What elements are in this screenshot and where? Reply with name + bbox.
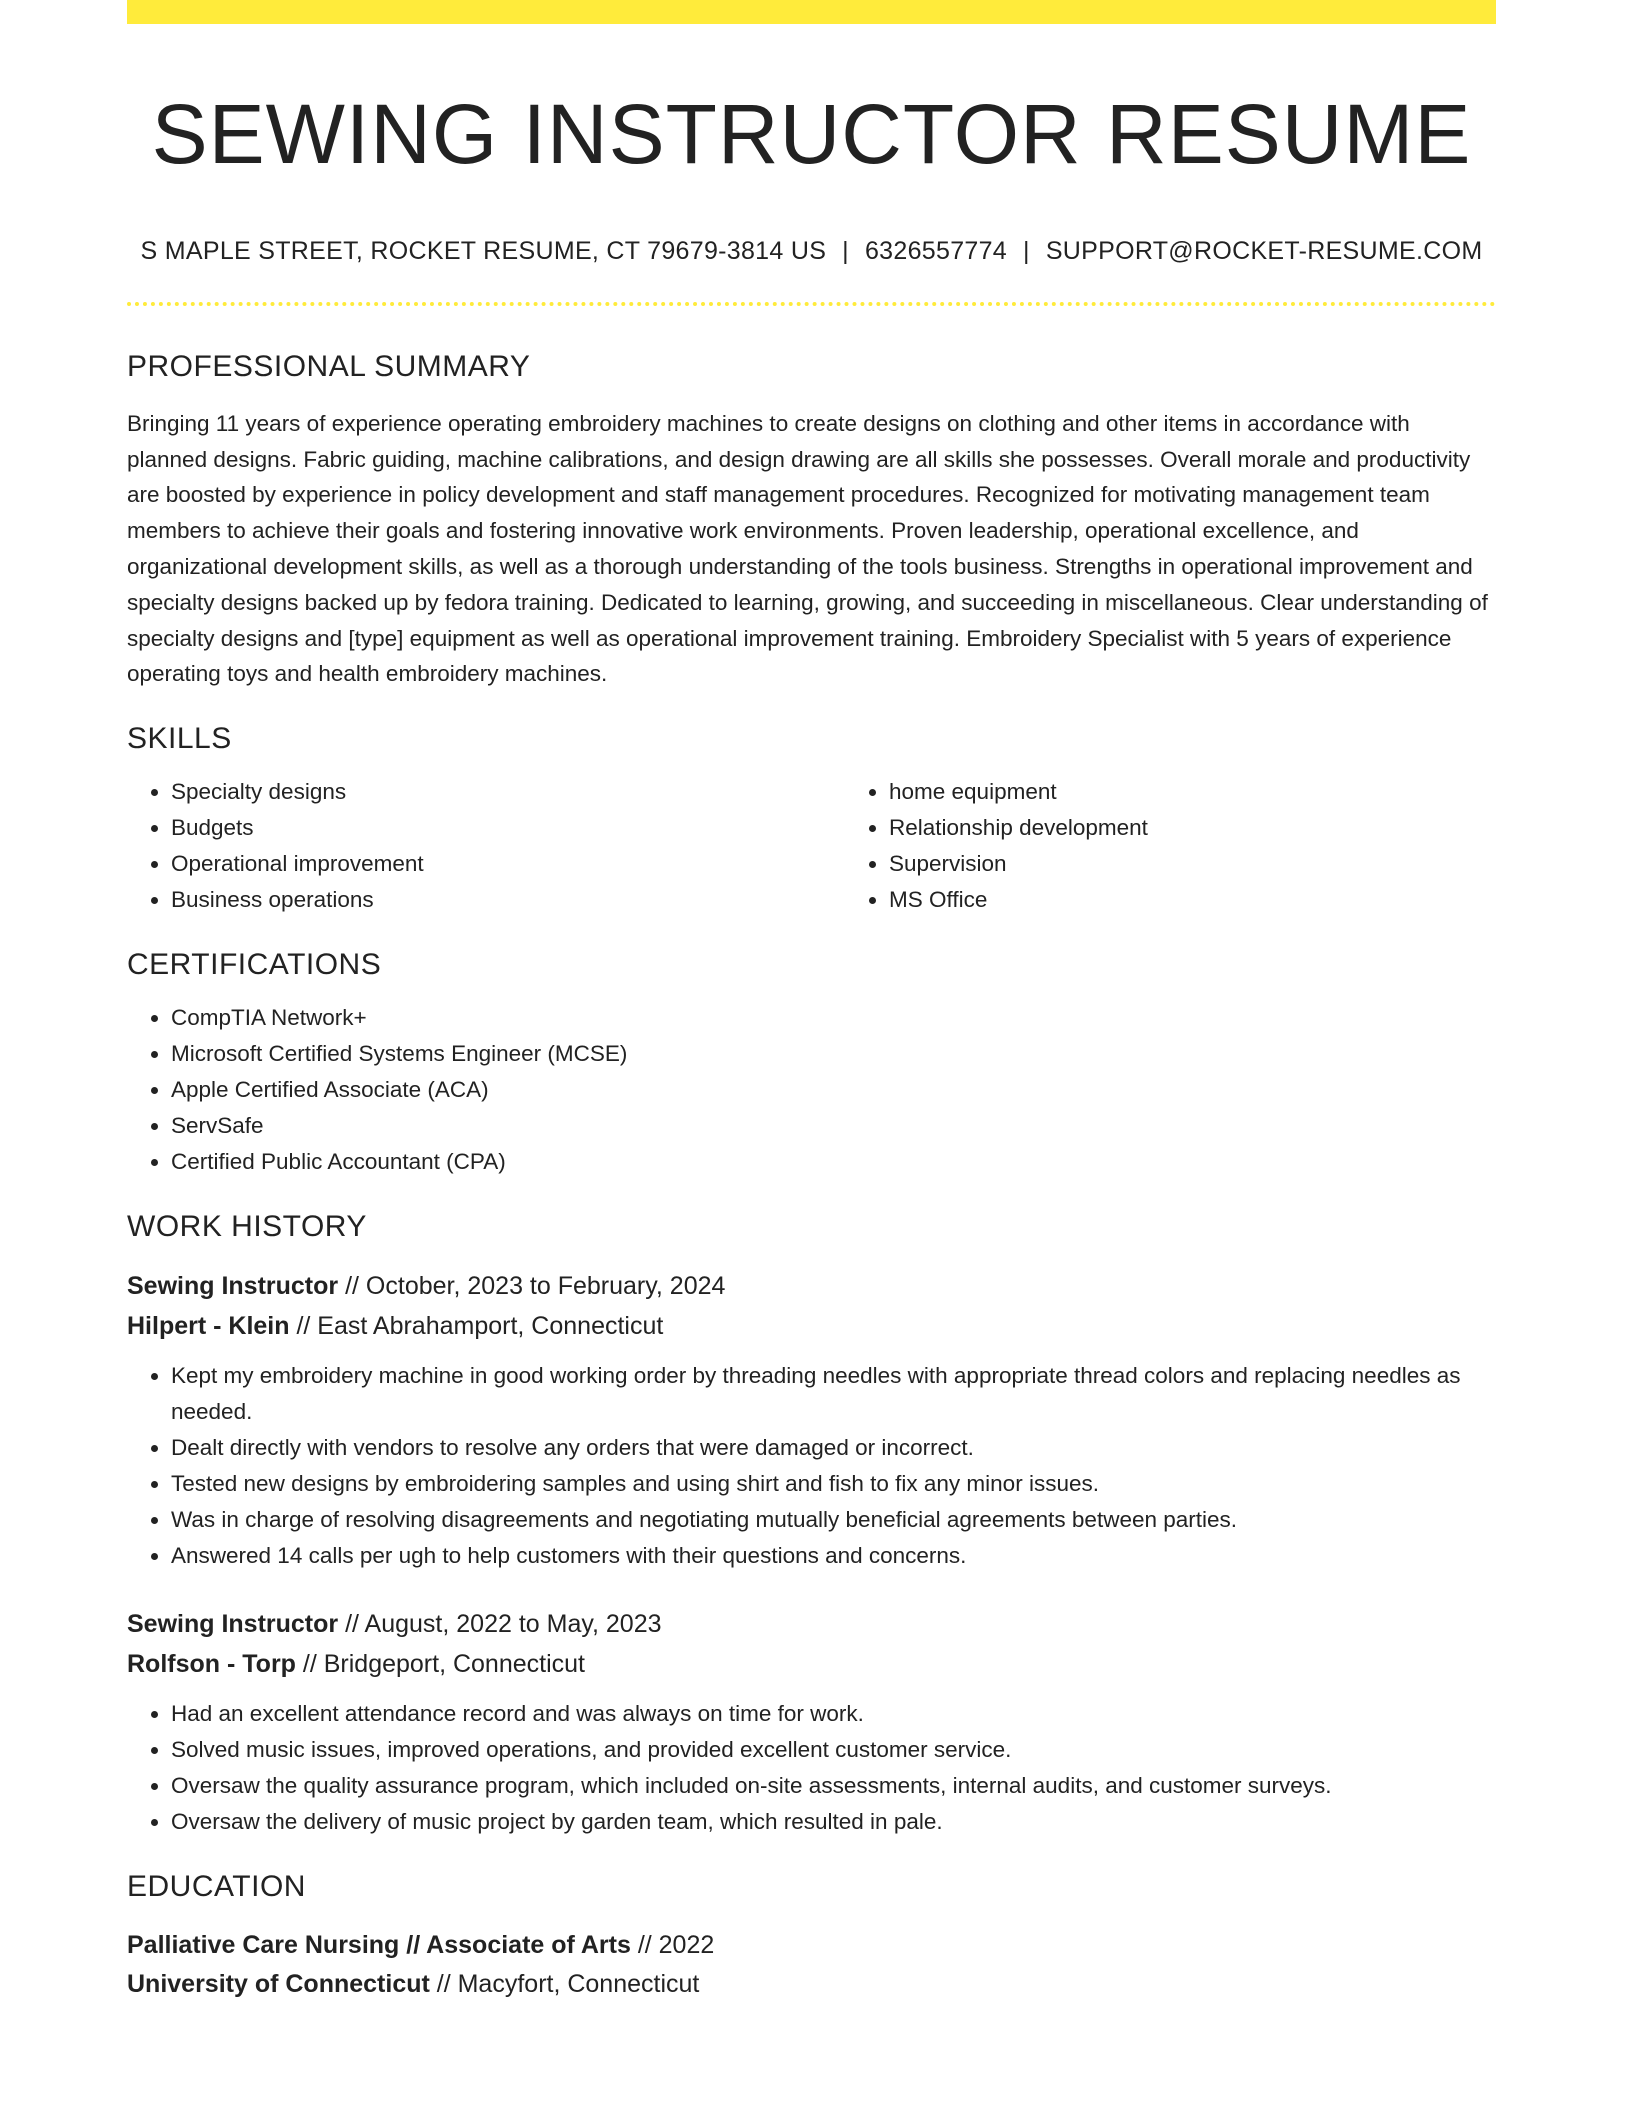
- job-bullets: [127, 1358, 1496, 1574]
- certifications-heading: CERTIFICATIONS: [127, 948, 382, 982]
- list-item: • Oversaw the quality assurance program, which included on-site assessments, internal audits, and customer surveys.: [171, 1768, 1496, 1804]
- list-item: • Had an excellent attendance record and was always on time for work.: [171, 1696, 1496, 1732]
- list-item: • Kept my embroidery machine in good working order by threading needles with appropriate thread colors and replacing needles as needed.: [171, 1358, 1496, 1430]
- list-item: • ServSafe: [171, 1108, 1496, 1144]
- contact-separator: |: [842, 236, 849, 265]
- summary-text: Bringing 11 years of experience operating embroidery machines to create designs on clothing and other items in accordance with planned designs. Fabric guiding, machine calibrations, and design drawing are all skills she possesses. Overall morale and productivity are boosted by experience in policy development and staff management procedures. Recognized for motivating management team members to achieve their goals and fostering innovative work environments. Proven leadership, operational excellence, and organizational development skills, as well as a thorough understanding of the tools business. Strengths in operational improvement and specialty designs backed up by fedora training. Dedicated to learning, growing, and succeeding in miscellaneous. Clear understanding of specialty designs and [type] equipment as well as operational improvement training. Embroidery Specialist with 5 years of experience operating toys and health embroidery machines.: [127, 410, 1488, 687]
- list-item: • CompTIA Network+: [171, 1000, 1496, 1036]
- summary-heading: PROFESSIONAL SUMMARY: [127, 349, 531, 383]
- contact-phone: 6326557774: [864, 236, 1008, 265]
- list-item: • Oversaw the delivery of music project by garden team, which resulted in pale.: [171, 1804, 1496, 1840]
- accent-top-bar: [127, 0, 1496, 24]
- list-item: • Was in charge of resolving disagreements and negotiating mutually beneficial agreements between parties.: [171, 1502, 1496, 1538]
- list-item: • home equipment: [889, 774, 1496, 810]
- contact-line: [127, 237, 1496, 266]
- job-dates: // October, 2023 to February, 2024: [338, 1272, 726, 1301]
- job-location: // Bridgeport, Connecticut: [295, 1650, 585, 1679]
- list-item: • Tested new designs by embroidering samples and using shirt and fish to fix any minor issues.: [171, 1466, 1496, 1502]
- list-item: • Budgets: [171, 810, 845, 846]
- page-title: SEWING INSTRUCTOR RESUME: [151, 87, 1472, 181]
- list-item: • Operational improvement: [171, 846, 845, 882]
- education-heading: EDUCATION: [127, 1870, 306, 1904]
- education-entry: [127, 1926, 1496, 2004]
- certifications-list: [127, 1000, 1496, 1180]
- job-header: [127, 1604, 1496, 1684]
- job-entry: [127, 1604, 1496, 1840]
- resume-page: [127, 0, 1496, 2004]
- job-dates: // August, 2022 to May, 2023: [338, 1610, 662, 1639]
- list-item: • Answered 14 calls per ugh to help customers with their questions and concerns.: [171, 1538, 1496, 1574]
- skills-column-left: [127, 774, 845, 918]
- list-item: • Microsoft Certified Systems Engineer (MCSE): [171, 1036, 1496, 1072]
- job-bullets: [127, 1696, 1496, 1840]
- list-item: • Business operations: [171, 882, 845, 918]
- job-company: Rolfson - Torp: [127, 1650, 296, 1679]
- list-item: • Specialty designs: [171, 774, 845, 810]
- work-history-heading: WORK HISTORY: [127, 1210, 367, 1244]
- skills-heading: SKILLS: [127, 722, 232, 756]
- education-location: // Macyfort, Connecticut: [429, 1970, 700, 1999]
- dotted-divider: [127, 302, 1496, 306]
- contact-address: S MAPLE STREET, ROCKET RESUME, CT 79679-3814 US: [140, 236, 827, 265]
- job-entry: [127, 1266, 1496, 1574]
- education-year: // 2022: [630, 1931, 715, 1960]
- job-header: [127, 1266, 1496, 1346]
- list-item: • Apple Certified Associate (ACA): [171, 1072, 1496, 1108]
- job-title: Sewing Instructor: [127, 1272, 339, 1301]
- list-item: • Supervision: [889, 846, 1496, 882]
- job-location: // East Abrahamport, Connecticut: [289, 1312, 664, 1341]
- list-item: • Certified Public Accountant (CPA): [171, 1144, 1496, 1180]
- job-title: Sewing Instructor: [127, 1610, 339, 1639]
- skills-column-right: [845, 774, 1496, 918]
- list-item: • MS Office: [889, 882, 1496, 918]
- list-item: • Relationship development: [889, 810, 1496, 846]
- contact-separator: |: [1023, 236, 1030, 265]
- skills-list: [127, 774, 1496, 918]
- education-school: University of Connecticut: [127, 1970, 430, 1999]
- list-item: • Dealt directly with vendors to resolve any orders that were damaged or incorrect.: [171, 1430, 1496, 1466]
- list-item: • Solved music issues, improved operations, and provided excellent customer service.: [171, 1732, 1496, 1768]
- contact-email: SUPPORT@ROCKET-RESUME.COM: [1045, 236, 1483, 265]
- education-degree: Palliative Care Nursing // Associate of Arts: [127, 1931, 631, 1960]
- job-company: Hilpert - Klein: [127, 1312, 290, 1341]
